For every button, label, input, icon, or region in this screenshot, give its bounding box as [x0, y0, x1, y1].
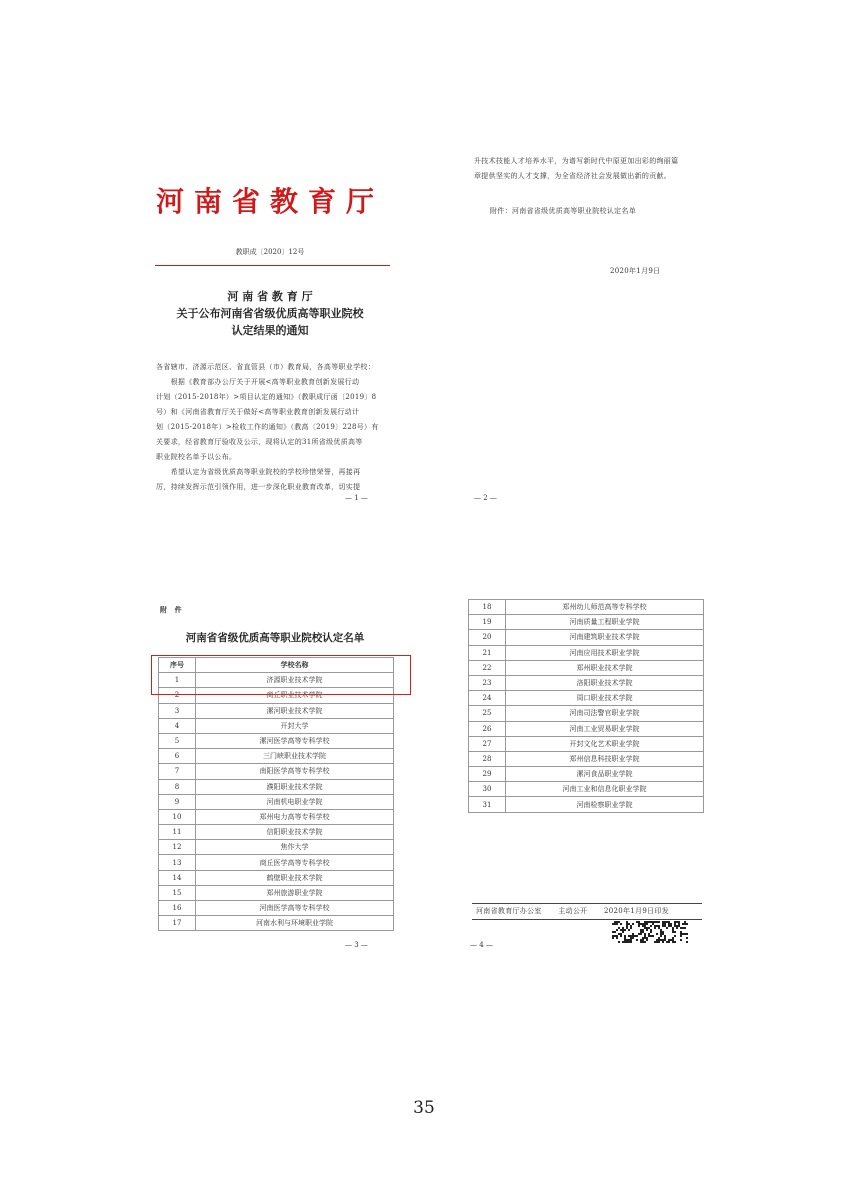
school-name: 河南建筑职业技术学院	[506, 630, 704, 645]
table-row	[469, 600, 704, 615]
row-number: 17	[159, 916, 196, 931]
row-number: 10	[159, 809, 196, 824]
row-number: 21	[469, 645, 506, 660]
table-row	[469, 736, 704, 751]
page1-body-line: 各省辖市、济源示范区、省直管县（市）教育局，各高等职业学校：	[156, 363, 375, 371]
row-number: 12	[159, 840, 196, 855]
page2-body-line: 升技术技能人才培养水平，为谱写新时代中原更加出彩的绚丽篇	[474, 157, 679, 165]
page4-footer-bottom-line	[472, 919, 702, 920]
page2-attachment-note: 附件：河南省省级优质高等职业院校认定名单	[490, 207, 636, 215]
school-name: 开封文化艺术职业学院	[506, 736, 704, 751]
school-name: 商丘医学高等专科学校	[196, 855, 394, 870]
table-row	[159, 703, 394, 718]
row-number: 1	[159, 673, 196, 688]
row-number: 5	[159, 733, 196, 748]
row-number: 23	[469, 675, 506, 690]
school-name: 河南应用技术职业学院	[506, 645, 704, 660]
row-number: 4	[159, 718, 196, 733]
school-name: 濮阳职业技术学院	[196, 779, 394, 794]
table-row	[159, 901, 394, 916]
table-row	[469, 797, 704, 812]
page1-doc-number: 教职成〔2020〕12号	[235, 248, 305, 256]
row-number: 31	[469, 797, 506, 812]
page2-body	[474, 154, 704, 184]
table-row	[159, 779, 394, 794]
table-row	[469, 782, 704, 797]
table-row	[159, 885, 394, 900]
row-number: 6	[159, 749, 196, 764]
page1-body-line: 厉，持续发挥示范引领作用，进一步深化职业教育改革，切实提	[156, 483, 361, 491]
page1-body-line: 希望认定为省级优质高等职业院校的学校珍惜荣誉，再接再	[156, 468, 361, 476]
page-2	[470, 150, 710, 510]
row-number: 19	[469, 615, 506, 630]
table-row	[159, 840, 394, 855]
page1-title	[150, 288, 390, 339]
table-row	[159, 855, 394, 870]
school-name: 河南检察职业学院	[506, 797, 704, 812]
school-name: 郑州旅游职业学院	[196, 885, 394, 900]
row-number: 2	[159, 688, 196, 703]
footer-date: 2020年1月9日印发	[603, 907, 669, 915]
school-name: 洛阳职业技术学院	[506, 675, 704, 690]
page2-body-line: 章提供坚实的人才支撑，为全省经济社会发展做出新的贡献。	[474, 172, 672, 180]
school-name: 郑州信息科技职业学院	[506, 751, 704, 766]
school-name: 漯河职业技术学院	[196, 703, 394, 718]
school-name: 河南医学高等专科学校	[196, 901, 394, 916]
row-number: 20	[469, 630, 506, 645]
school-name: 河南司法警官职业学院	[506, 706, 704, 721]
highlight-box	[151, 655, 411, 695]
school-name: 郑州电力高等专科学校	[196, 809, 394, 824]
page1-number: — 1 —	[345, 494, 368, 502]
school-name: 河南机电职业学院	[196, 794, 394, 809]
row-number: 26	[469, 721, 506, 736]
school-name: 河南水利与环境职业学院	[196, 916, 394, 931]
page-3	[150, 598, 400, 958]
page1-title-line: 关于公布河南省省级优质高等职业院校	[176, 307, 364, 320]
page-1	[150, 150, 390, 510]
table-row	[159, 794, 394, 809]
column-header-number: 序号	[159, 658, 196, 673]
row-number: 29	[469, 767, 506, 782]
table-row	[469, 675, 704, 690]
row-number: 24	[469, 691, 506, 706]
table-row	[469, 751, 704, 766]
school-name: 鹤壁职业技术学院	[196, 870, 394, 885]
table-row	[469, 615, 704, 630]
page1-body-line: 计划（2015-2018年）>项目认定的通知》（教职成厅函〔2019〕8	[156, 393, 377, 401]
page1-body-line: 关要求，经省教育厅验收及公示，现将认定的31所省级优质高等	[156, 438, 363, 446]
school-name: 开封大学	[196, 718, 394, 733]
row-number: 25	[469, 706, 506, 721]
school-name: 漯河医学高等专科学校	[196, 733, 394, 748]
table-row	[159, 764, 394, 779]
footer-public: 主动公开	[558, 907, 588, 915]
school-name: 信阳职业技术学院	[196, 825, 394, 840]
page2-number: — 2 —	[474, 494, 497, 502]
row-number: 9	[159, 794, 196, 809]
row-number: 7	[159, 764, 196, 779]
row-number: 3	[159, 703, 196, 718]
row-number: 16	[159, 901, 196, 916]
table-row	[159, 733, 394, 748]
table-row	[159, 870, 394, 885]
barcode-icon	[612, 921, 688, 943]
page3-number: — 3 —	[345, 941, 368, 949]
table-row	[469, 645, 704, 660]
school-name: 河南工业和信息化职业学院	[506, 782, 704, 797]
table-row	[159, 916, 394, 931]
page2-date: 2020年1月9日	[610, 267, 661, 275]
row-number: 8	[159, 779, 196, 794]
school-name: 漯河食品职业学院	[506, 767, 704, 782]
school-name: 郑州职业技术学院	[506, 660, 704, 675]
sheet-page-number: 35	[413, 1098, 435, 1118]
page1-red-divider	[155, 265, 390, 266]
page1-body-line: 职业院校名单予以公布。	[156, 453, 237, 461]
row-number: 30	[469, 782, 506, 797]
table-row	[469, 706, 704, 721]
school-name: 郑州幼儿师范高等专科学校	[506, 600, 704, 615]
page4-footer	[476, 904, 702, 919]
page1-header: 河南省教育厅	[155, 185, 384, 218]
table-row	[159, 749, 394, 764]
page1-body-line: 号）和《河南省教育厅关于做好<高等职业教育创新发展行动计	[156, 408, 360, 416]
table-row	[469, 630, 704, 645]
page3-attachment-label: 附 件	[160, 605, 182, 614]
row-number: 18	[469, 600, 506, 615]
table-row	[469, 691, 704, 706]
page4-number: — 4 —	[470, 941, 493, 949]
school-name: 商丘职业技术学院	[196, 688, 394, 703]
row-number: 27	[469, 736, 506, 751]
school-name: 南阳医学高等专科学校	[196, 764, 394, 779]
school-name: 三门峡职业技术学院	[196, 749, 394, 764]
row-number: 11	[159, 825, 196, 840]
row-number: 13	[159, 855, 196, 870]
row-number: 22	[469, 660, 506, 675]
school-name: 河南质量工程职业学院	[506, 615, 704, 630]
page1-body-line: 划（2015-2018年）>检收工作的通知》（教高〔2019〕228号）有	[156, 423, 379, 431]
page1-title-line: 河 南 省 教 育 厅	[227, 290, 313, 303]
page1-title-line: 认定结果的通知	[231, 324, 309, 337]
page-4	[466, 598, 706, 958]
table-row	[159, 825, 394, 840]
school-name: 河南工业贸易职业学院	[506, 721, 704, 736]
page4-table	[468, 599, 704, 813]
row-number: 28	[469, 751, 506, 766]
footer-office: 河南省教育厅办公室	[476, 907, 542, 915]
row-number: 14	[159, 870, 196, 885]
page1-body-line: 根据《教育部办公厅关于开展<高等职业教育创新发展行动	[156, 378, 360, 386]
school-name: 济源职业技术学院	[196, 673, 394, 688]
table-row	[469, 721, 704, 736]
page3-title: 河南省省级优质高等职业院校认定名单	[185, 632, 365, 644]
column-header-school: 学校名称	[196, 658, 394, 673]
table-row	[469, 660, 704, 675]
page3-table	[158, 657, 394, 931]
table-row	[469, 767, 704, 782]
table-row	[159, 809, 394, 824]
row-number: 15	[159, 885, 196, 900]
page1-body	[156, 360, 382, 495]
school-name: 周口职业技术学院	[506, 691, 704, 706]
school-name: 焦作大学	[196, 840, 394, 855]
table-row	[159, 718, 394, 733]
